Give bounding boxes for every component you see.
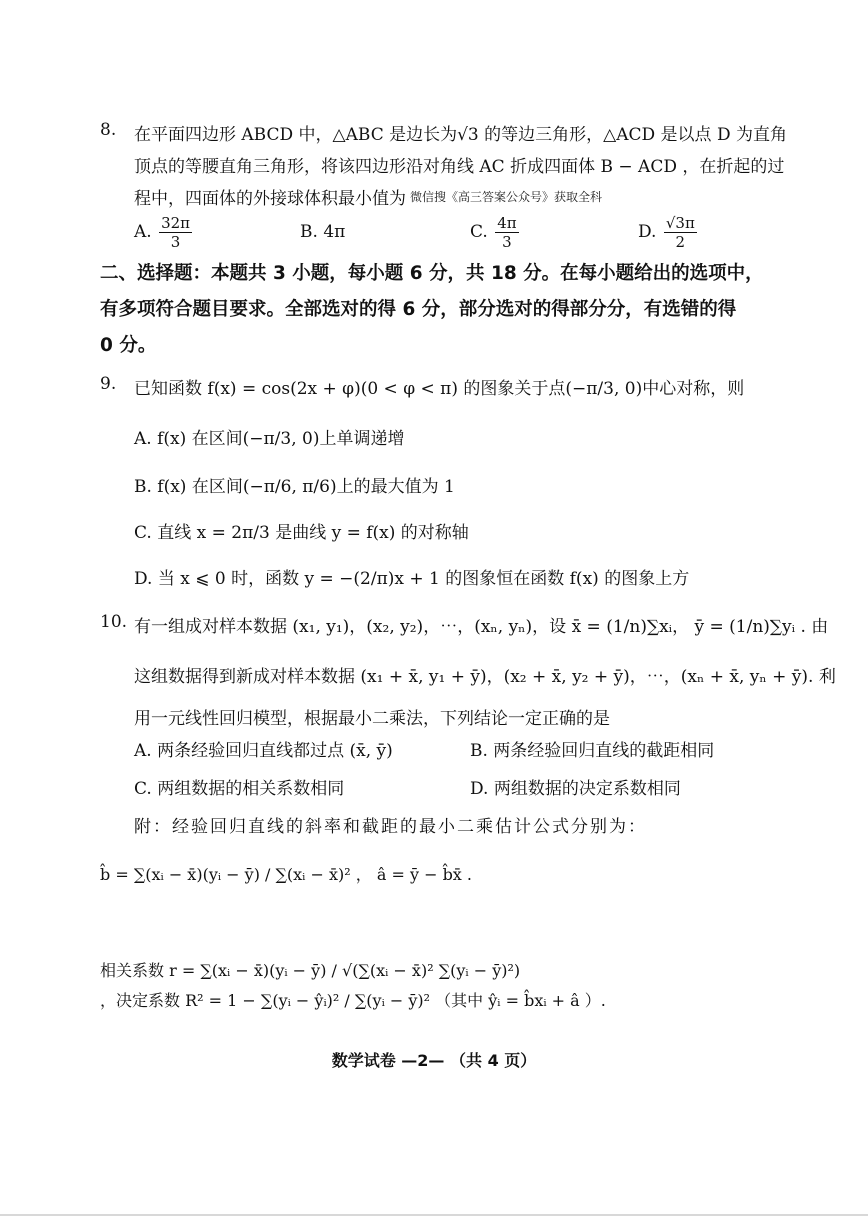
option-c: C. 直线 x = 2π/3 是曲线 y = f(x) 的对称轴 bbox=[134, 523, 469, 543]
watermark-text: 微信搜《高三答案公众号》获取全科 bbox=[410, 190, 603, 204]
option-c: C. 两组数据的相关系数相同 bbox=[134, 779, 345, 799]
option-c: C. $\frac{4\pi}{3}$ bbox=[470, 214, 517, 251]
question-text-line: 这组数据得到新成对样本数据 (x₁ + x̄, y₁ + ȳ)，(x₂ + x̄, y₂ + ȳ)，⋯，(xₙ + x̄, yₙ + ȳ). 利 bbox=[134, 667, 836, 687]
correlation-expression: ∑(xᵢ − x̄)(yᵢ − ȳ) / √(∑(xᵢ − x̄)² ∑(yᵢ − ȳ)²) bbox=[200, 961, 521, 980]
option-b: B. 4π bbox=[300, 222, 346, 242]
page-bottom-rule bbox=[0, 1214, 868, 1216]
correlation-formula bbox=[100, 958, 520, 981]
option-d: D. 两组数据的决定系数相同 bbox=[470, 779, 681, 799]
correlation-label: 相关系数 r = bbox=[100, 961, 196, 980]
question-text-line: 用一元线性回归模型，根据最小二乘法，下列结论一定正确的是 bbox=[134, 709, 610, 729]
option-d: D. $\frac{√3\pi}{2}$ bbox=[638, 214, 695, 251]
determination-formula bbox=[100, 988, 606, 1011]
question-number: 8. bbox=[100, 120, 117, 140]
section-heading-line: 有多项符合题目要求。全部选对的得 6 分，部分选对的得部分分，有选错的得 bbox=[100, 299, 737, 320]
option-d: D. 当 x ⩽ 0 时，函数 y = −(2/π)x + 1 的图象恒在函数 f(x) 的图象上方 bbox=[134, 569, 690, 589]
question-number: 10. bbox=[100, 612, 128, 632]
determination-note: （其中 ŷᵢ = b̂xᵢ + â ）. bbox=[435, 991, 606, 1010]
option-a: A. $\frac{32\pi}{3}$ bbox=[134, 214, 191, 251]
option-b: B. 两条经验回归直线的截距相同 bbox=[470, 741, 715, 761]
slope-intercept-formula: b̂ = ∑(xᵢ − x̄)(yᵢ − ȳ) / ∑(xᵢ − x̄)² ， â = ȳ − b̂x̄ . bbox=[100, 865, 473, 884]
question-text-line: 程中，四面体的外接球体积最小值为 bbox=[134, 189, 406, 209]
determination-label: ，决定系数 R² = 1 − bbox=[100, 991, 256, 1010]
question-text-line: 在平面四边形 ABCD 中，△ABC 是边长为√3 的等边三角形，△ACD 是以点 D 为直角 bbox=[134, 125, 787, 145]
appendix-intro: 附：经验回归直线的斜率和截距的最小二乘估计公式分别为： bbox=[134, 817, 647, 837]
question-text-line: 顶点的等腰直角三角形，将该四边形沿对角线 AC 折成四面体 B − ACD ，在折起的过 bbox=[134, 157, 785, 177]
option-a: A. f(x) 在区间(−π/3, 0)上单调递增 bbox=[134, 429, 405, 449]
question-number: 9. bbox=[100, 374, 117, 394]
section-heading-line: 0 分。 bbox=[100, 335, 157, 356]
option-b: B. f(x) 在区间(−π/6, π/6)上的最大值为 1 bbox=[134, 477, 455, 497]
determination-expression: ∑(yᵢ − ŷᵢ)² / ∑(yᵢ − ȳ)² bbox=[260, 991, 431, 1010]
page-footer: 数学试卷 —2— （共 4 页） bbox=[331, 1051, 537, 1070]
question-stem: 已知函数 f(x) = cos(2x + φ)(0 < φ < π) 的图象关于点(−π/3, 0)中心对称，则 bbox=[134, 379, 745, 399]
option-a: A. 两条经验回归直线都过点 (x̄, ȳ) bbox=[134, 741, 393, 761]
section-heading-line: 二、选择题：本题共 3 小题，每小题 6 分，共 18 分。在每小题给出的选项中， bbox=[100, 263, 764, 284]
question-text-line: 有一组成对样本数据 (x₁, y₁)，(x₂, y₂)，⋯，(xₙ, yₙ)，设 x̄ = (1/n)∑xᵢ， ȳ = (1/n)∑yᵢ . 由 bbox=[134, 617, 829, 637]
